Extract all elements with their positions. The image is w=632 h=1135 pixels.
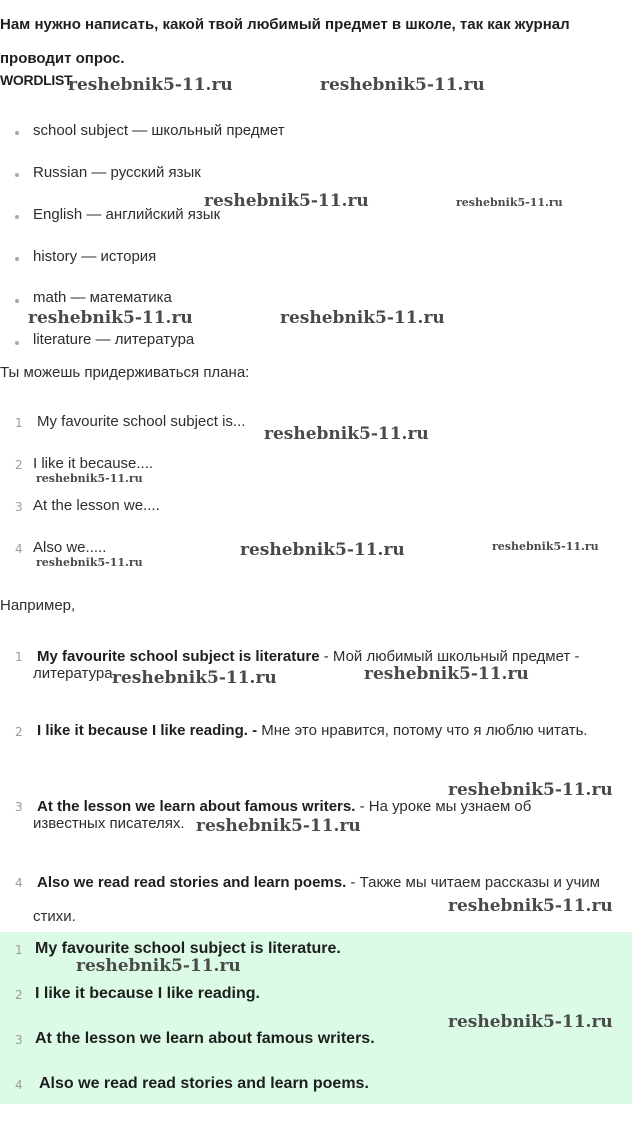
watermark: reshebnik5-11.ru [264,424,429,444]
list-item: school subject — школьный предмет [33,122,285,139]
bullet-dot [15,131,19,135]
intro-text: Нам нужно написать, какой твой любимый предмет в школе, так как журнал проводит опрос. [0,16,570,67]
list-item: Russian — русский язык [33,164,201,181]
bullet-dot [15,299,19,303]
example-ru: - На уроке мы узнаем об известных писателях. [33,798,532,832]
watermark: reshebnik5-11.ru [28,308,193,328]
example-intro: Например, [0,597,76,614]
list-number: 1 [15,943,23,957]
list-number: 2 [15,725,23,739]
list-number: 4 [15,542,23,556]
answer-line: Also we read read stories and learn poems. [39,1075,369,1092]
watermark: reshebnik5-11.ru [36,556,143,569]
list-item: history — история [33,248,157,265]
watermark: reshebnik5-11.ru [240,540,405,560]
watermark: reshebnik5-11.ru [448,780,613,800]
answer-line: I like it because I like reading. [35,985,260,1002]
wordlist-title: WORDLIST [0,72,73,88]
plan-intro: Ты можешь придерживаться плана: [0,364,250,381]
example-en: I like it because I like reading. - [37,722,258,739]
list-item: At the lesson we.... [33,497,160,514]
list-number: 2 [15,988,23,1002]
example-en: My favourite school subject is literature [37,648,320,665]
example-en: Also we read read stories and learn poems. [37,874,347,891]
example-ru: Мне это нравится, потому что я люблю читать. [257,722,588,739]
list-number: 3 [15,500,23,514]
watermark: reshebnik5-11.ru [36,472,143,485]
watermark: reshebnik5-11.ru [204,191,369,211]
list-item: math — математика [33,289,172,306]
list-item: English — английский язык [33,206,221,223]
watermark: reshebnik5-11.ru [364,664,529,684]
watermark: reshebnik5-11.ru [76,956,241,976]
list-number: 4 [15,876,23,890]
bullet-dot [15,341,19,345]
bullet-dot [15,257,19,261]
example-ru: - Также мы читаем рассказы и учим стихи. [33,874,600,925]
bullet-dot [15,215,19,219]
answer-line: At the lesson we learn about famous writers. [35,1030,375,1047]
watermark: reshebnik5-11.ru [448,1012,613,1032]
example-en: At the lesson we learn about famous writers. [37,798,356,815]
example-ru: - Мой любимый школьный предмет - литература. [33,648,580,682]
watermark: reshebnik5-11.ru [196,816,361,836]
list-item [33,714,593,748]
list-number: 1 [15,650,23,664]
watermark: reshebnik5-11.ru [448,896,613,916]
answer-line: My favourite school subject is literature. [35,940,341,957]
list-item: literature — литература [33,331,195,348]
bullet-dot [15,173,19,177]
watermark: reshebnik5-11.ru [280,308,445,328]
list-number: 2 [15,458,23,472]
list-item: Also we..... [33,539,107,556]
watermark: reshebnik5-11.ru [112,668,277,688]
list-number: 3 [15,800,23,814]
watermark: reshebnik5-11.ru [68,75,233,95]
watermark: reshebnik5-11.ru [456,196,563,209]
list-item: My favourite school subject is... [37,413,246,430]
list-item: I like it because.... [33,455,154,472]
list-number: 3 [15,1033,23,1047]
watermark: reshebnik5-11.ru [492,540,599,553]
list-number: 4 [15,1078,23,1092]
list-number: 1 [15,416,23,430]
watermark: reshebnik5-11.ru [320,75,485,95]
